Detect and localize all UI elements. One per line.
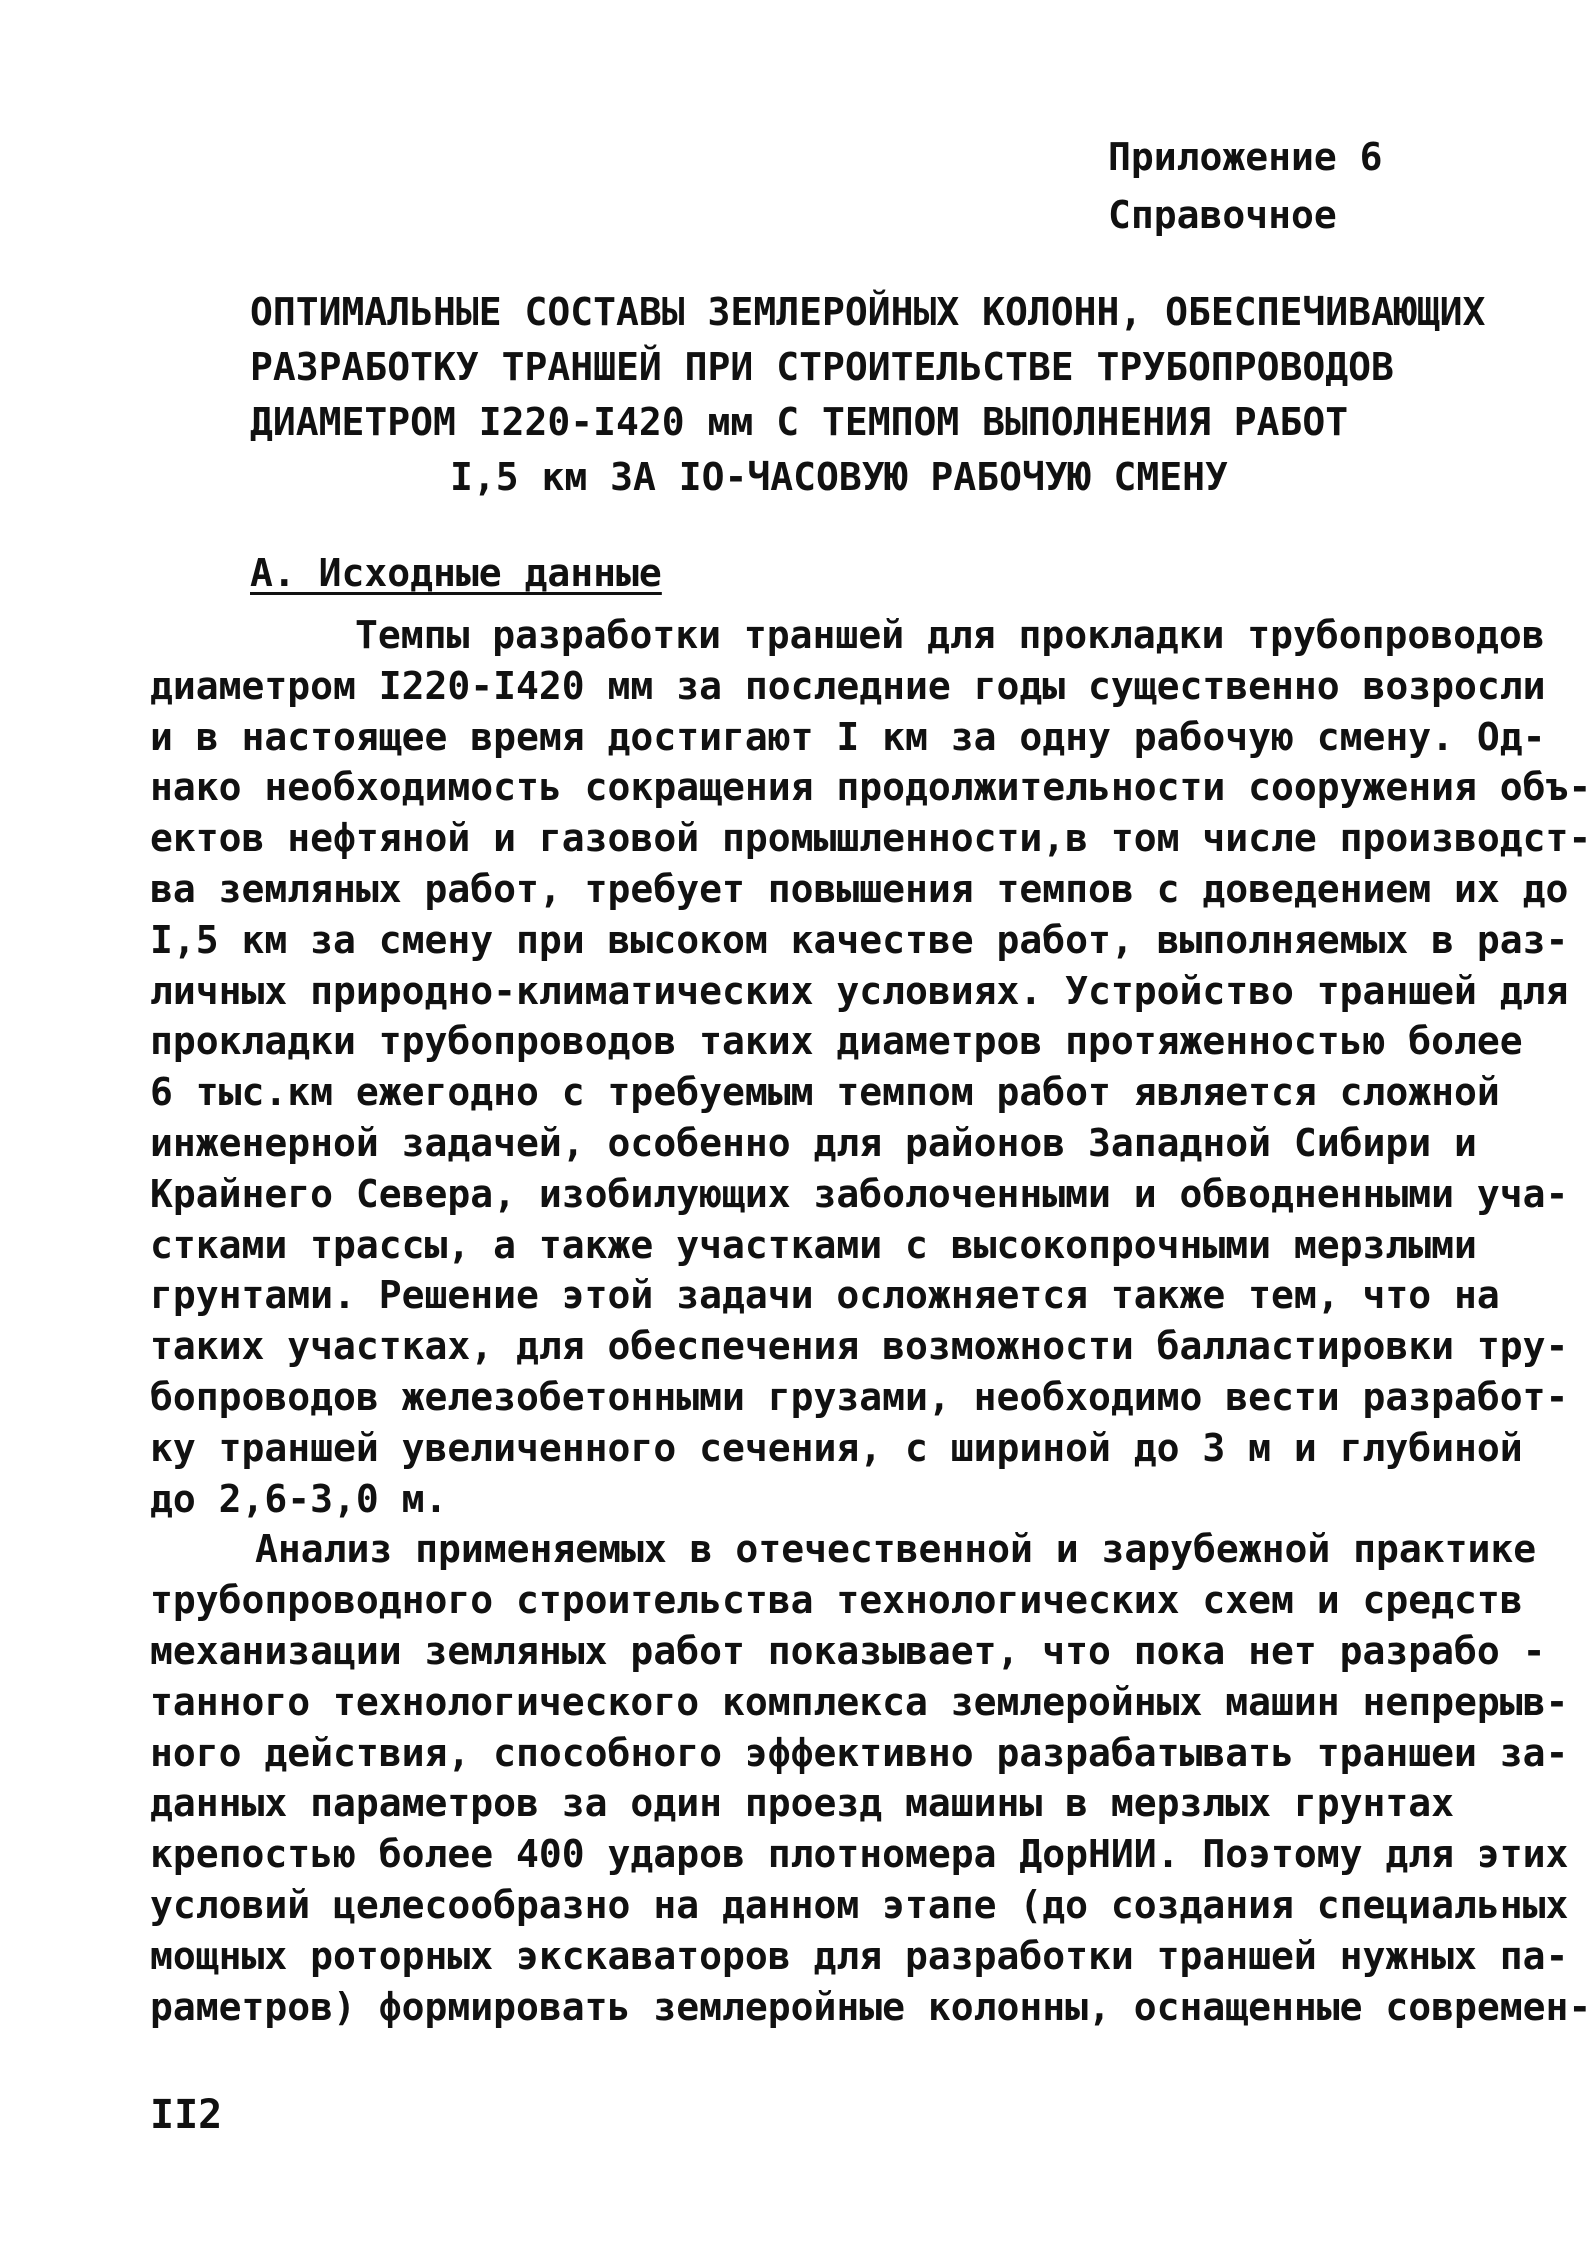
appendix-label-block xyxy=(1108,128,1383,244)
paragraph-line: данных параметров за один проезд машины в мерзлых грунтах xyxy=(150,1781,1455,1826)
paragraph-line: 6 тыс.км ежегодно с требуемым темпом работ является сложной xyxy=(150,1070,1500,1115)
section-heading: А. Исходные данные xyxy=(250,551,662,595)
appendix-label: Приложение 6 xyxy=(1108,135,1383,179)
page-number: II2 xyxy=(150,2092,223,2138)
paragraph-line: мощных роторных экскаваторов для разработки траншей нужных па- xyxy=(150,1933,1569,1978)
paragraph-line: ного действия, способного эффективно разрабатывать траншеи за- xyxy=(150,1730,1569,1775)
paragraph-line: раметров) формировать землеройные колонны, оснащенные современ- xyxy=(150,1984,1592,2029)
body-text xyxy=(150,610,1592,2032)
document-title xyxy=(250,285,1486,505)
paragraph-line: крепостью более 400 ударов плотномера ДорНИИ. Поэтому для этих xyxy=(150,1832,1569,1877)
paragraph-line: ва земляных работ, требует повышения темпов с доведением их до xyxy=(150,866,1569,911)
paragraph-line: стками трассы, а также участками с высокопрочными мерзлыми xyxy=(150,1222,1477,1267)
paragraph-line: Анализ применяемых в отечественной и зарубежной практике xyxy=(255,1527,1537,1572)
paragraph-line: диаметром I220-I420 мм за последние годы существенно возросли xyxy=(150,663,1546,708)
paragraph-line: нако необходимость сокращения продолжительности сооружения объ- xyxy=(150,765,1592,810)
paragraph-line: и в настоящее время достигают I км за одну рабочую смену. Од- xyxy=(150,714,1546,759)
title-line: ОПТИМАЛЬНЫЕ СОСТАВЫ ЗЕМЛЕРОЙНЫХ КОЛОНН, ОБЕСПЕЧИВАЮЩИХ xyxy=(250,290,1486,334)
paragraph-line: ектов нефтяной и газовой промышленности,в том числе производст- xyxy=(150,816,1592,861)
title-line: I,5 км ЗА IO-ЧАСОВУЮ РАБОЧУЮ СМЕНУ xyxy=(450,455,1228,499)
paragraph-line: Темпы разработки траншей для прокладки трубопроводов xyxy=(355,613,1545,657)
appendix-type: Справочное xyxy=(1108,193,1337,237)
paragraph-line: ку траншей увеличенного сечения, с шириной до 3 м и глубиной xyxy=(150,1425,1523,1470)
paragraph-line: условий целесообразно на данном этапе (до создания специальных xyxy=(150,1882,1569,1927)
paragraph-line: таких участках, для обеспечения возможности балластировки тру- xyxy=(150,1324,1569,1369)
paragraph-line: трубопроводного строительства технологических схем и средств xyxy=(150,1578,1523,1623)
paragraph-line: механизации земляных работ показывает, что пока нет разрабо - xyxy=(150,1628,1546,1673)
paragraph-line: инженерной задачей, особенно для районов Западной Сибири и xyxy=(150,1120,1477,1165)
paragraph-line: грунтами. Решение этой задачи осложняется также тем, что на xyxy=(150,1273,1500,1318)
paragraph-line: личных природно-климатических условиях. Устройство траншей для xyxy=(150,968,1569,1013)
paragraph-line: танного технологического комплекса землеройных машин непрерыв- xyxy=(150,1679,1569,1724)
title-line: РАЗРАБОТКУ ТРАНШЕЙ ПРИ СТРОИТЕЛЬСТВЕ ТРУБОПРОВОДОВ xyxy=(250,345,1394,389)
paragraph-line: бопроводов железобетонными грузами, необходимо вести разработ- xyxy=(150,1374,1569,1419)
title-line: ДИАМЕТРОМ I220-I420 мм С ТЕМПОМ ВЫПОЛНЕНИЯ РАБОТ xyxy=(250,400,1349,444)
paragraph-line: Крайнего Севера, изобилующих заболоченными и обводненными уча- xyxy=(150,1171,1569,1216)
paragraph-line: до 2,6-3,0 м. xyxy=(150,1476,448,1521)
paragraph-line: I,5 км за смену при высоком качестве работ, выполняемых в раз- xyxy=(150,917,1569,962)
paragraph-line: прокладки трубопроводов таких диаметров протяженностью более xyxy=(150,1019,1523,1064)
